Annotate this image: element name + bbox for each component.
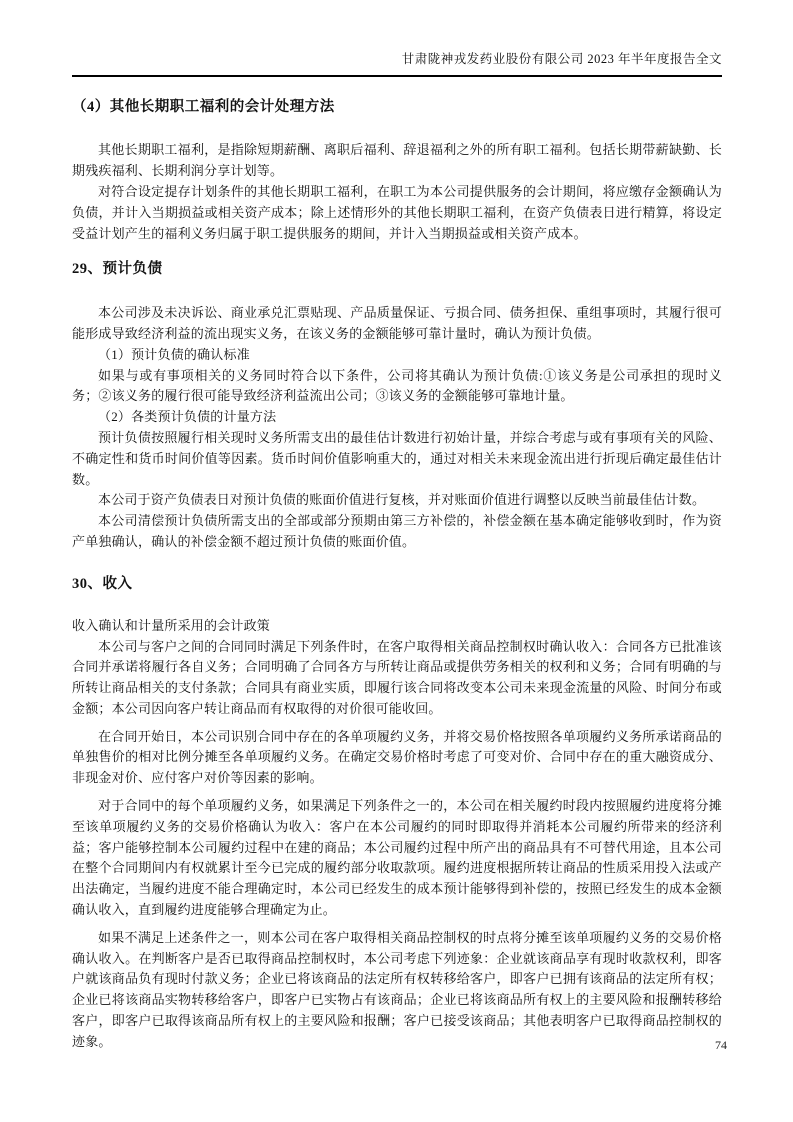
list-item-2-measurement-methods: （2）各类预计负债的计量方法 [98, 409, 277, 425]
paragraph: 其他长期职工福利，是指除短期薪酬、离职后福利、辞退福利之外的所有职工福利。包括长期带薪缺勤、长期残疾福利、长期利润分享计划等。 [72, 142, 722, 179]
section-29-body [72, 303, 722, 553]
paragraph: 如果不满足上述条件之一，则本公司在客户取得相关商品控制权的时点将分摊至该单项履约义务的交易价格确认收入。在判断客户是否已取得商品控制权时，本公司考虑下列迹象：企业就该商品享有现时收款权利，即客户就该商品负有现时付款义务；企业已将该商品的法定所有权转移给客户，即客户已拥有该商品的法定所有权；企业已将该商品实物转移给客户，即客户已实物占有该商品；企业已将该商品所有权上的主要风险和报酬转移给客户，即客户已取得该商品所有权上的主要风险和报酬；客户已接受该商品；其他表明客户已取得商品控制权的迹象。 [72, 929, 722, 1049]
paragraph: 对于合同中的每个单项履约义务，如果满足下列条件之一的，本公司在相关履约时段内按照履约进度将分摊至该单项履约义务的交易价格确认为收入：客户在本公司履约的同时即取得并消耗本公司履约所带来的经济利益；客户能够控制本公司履约过程中在建的商品；本公司履约过程中所产出的商品具有不可替代用途，且本公司在整个合同期间内有权就累计至今已完成的履约部分收取款项。履约进度根据所转让商品的性质采用投入法或产出法确定，当履约进度不能合理确定时，本公司已经发生的成本预计能够得到补偿的，按照已经发生的成本金额确认收入，直到履约进度能够合理确定为止。 [72, 798, 722, 918]
list-item-1-recognition-criteria: （1）预计负债的确认标准 [98, 346, 250, 362]
paragraph: 本公司清偿预计负债所需支出的全部或部分预期由第三方补偿的，补偿金额在基本确定能够收到时，作为资产单独确认，确认的补偿金额不超过预计负债的账面价值。 [72, 513, 722, 550]
paragraph: 对符合设定提存计划条件的其他长期职工福利，在职工为本公司提供服务的会计期间，将应缴存金额确认为负债，并计入当期损益或相关资产成本；除上述情形外的其他长期职工福利，在资产负债表日进行精算，将设定受益计划产生的福利义务归属于职工提供服务的期间，并计入当期损益或相关资产成本。 [72, 184, 722, 241]
revenue-policy-label: 收入确认和计量所采用的会计政策 [72, 617, 271, 633]
paragraph: 本公司于资产负债表日对预计负债的账面价值进行复核，并对账面价值进行调整以反映当前最佳估计数。 [98, 492, 706, 508]
paragraph: 本公司涉及未决诉讼、商业承兑汇票贴现、产品质量保证、亏损合同、债务担保、重组事项时，其履行很可能形成导致经济利益的流出现实义务，在该义务的金额能够可靠计量时，确认为预计负债。 [72, 305, 722, 342]
section-4-body [72, 140, 722, 244]
page-number: 74 [715, 1038, 727, 1052]
paragraph: 预计负债按照履行相关现时义务所需支出的最佳估计数进行初始计量，并综合考虑与或有事项有关的风险、不确定性和货币时间价值等因素。货币时间价值影响重大的，通过对相关未来现金流出进行折现后确定最佳估计数。 [72, 430, 722, 487]
section-heading-4-other-long-term-benefits: （4）其他长期职工福利的会计处理方法 [72, 98, 335, 115]
section-heading-30-revenue: 30、收入 [72, 575, 133, 592]
paragraph: 如果与或有事项相关的义务同时符合以下条件，公司将其确认为预计负债:①该义务是公司承担的现时义务；②该义务的履行很可能导致经济利益流出公司；③该义务的金额能够可靠地计量。 [72, 367, 722, 404]
report-header-title: 甘肃陇神戎发药业股份有限公司 2023 年半年度报告全文 [72, 52, 722, 77]
paragraph: 在合同开始日，本公司识别合同中存在的各单项履约义务，并将交易价格按照各单项履约义务所承诺商品的单独售价的相对比例分摊至各单项履约义务。在确定交易价格时考虑了可变对价、合同中存在的重大融资成分、非现金对价、应付客户对价等因素的影响。 [72, 728, 722, 786]
section-heading-29-estimated-liabilities: 29、预计负债 [72, 261, 163, 278]
section-30-body [72, 616, 722, 1053]
paragraph: 本公司与客户之间的合同同时满足下列条件时，在客户取得相关商品控制权时确认收入：合同各方已批准该合同并承诺将履行各自义务；合同明确了合同各方与所转让商品或提供劳务相关的权利和义务；合同有明确的与所转让商品相关的支付条款；合同具有商业实质，即履行该合同将改变本公司未来现金流量的风险、时间分布或金额；本公司因向客户转让商品而有权取得的对价很可能收回。 [72, 638, 722, 716]
